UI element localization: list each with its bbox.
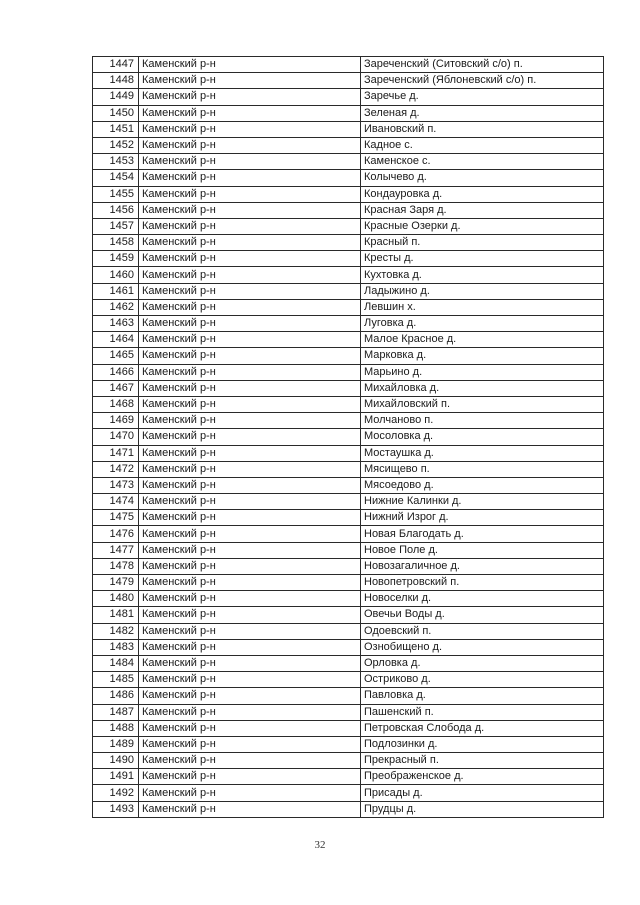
- row-number-cell: 1475: [93, 510, 139, 526]
- district-cell: Каменский р-н: [139, 235, 361, 251]
- locality-cell: Преображенское д.: [361, 769, 604, 785]
- row-number-cell: 1472: [93, 461, 139, 477]
- district-cell: Каменский р-н: [139, 704, 361, 720]
- table-row: [93, 137, 604, 153]
- locality-cell: Павловка д.: [361, 688, 604, 704]
- locality-cell: Малое Красное д.: [361, 332, 604, 348]
- row-number-cell: 1474: [93, 494, 139, 510]
- table-row: [93, 736, 604, 752]
- table-row: [93, 429, 604, 445]
- district-cell: Каменский р-н: [139, 526, 361, 542]
- table-row: [93, 704, 604, 720]
- locality-cell: Пашенский п.: [361, 704, 604, 720]
- locality-cell: Новопетровский п.: [361, 575, 604, 591]
- settlements-table: [92, 56, 604, 818]
- table-row: [93, 753, 604, 769]
- row-number-cell: 1481: [93, 607, 139, 623]
- district-cell: Каменский р-н: [139, 170, 361, 186]
- table-row: [93, 121, 604, 137]
- row-number-cell: 1473: [93, 477, 139, 493]
- row-number-cell: 1454: [93, 170, 139, 186]
- row-number-cell: 1451: [93, 121, 139, 137]
- district-cell: Каменский р-н: [139, 73, 361, 89]
- table-row: [93, 396, 604, 412]
- table-row: [93, 332, 604, 348]
- row-number-cell: 1448: [93, 73, 139, 89]
- row-number-cell: 1460: [93, 267, 139, 283]
- row-number-cell: 1455: [93, 186, 139, 202]
- district-cell: Каменский р-н: [139, 202, 361, 218]
- table-row: [93, 769, 604, 785]
- district-cell: Каменский р-н: [139, 607, 361, 623]
- row-number-cell: 1470: [93, 429, 139, 445]
- district-cell: Каменский р-н: [139, 89, 361, 105]
- district-cell: Каменский р-н: [139, 316, 361, 332]
- district-cell: Каменский р-н: [139, 445, 361, 461]
- row-number-cell: 1486: [93, 688, 139, 704]
- locality-cell: Михайловка д.: [361, 380, 604, 396]
- district-cell: Каменский р-н: [139, 283, 361, 299]
- locality-cell: Красная Заря д.: [361, 202, 604, 218]
- row-number-cell: 1479: [93, 575, 139, 591]
- locality-cell: Заречье д.: [361, 89, 604, 105]
- row-number-cell: 1450: [93, 105, 139, 121]
- table-row: [93, 251, 604, 267]
- row-number-cell: 1463: [93, 316, 139, 332]
- locality-cell: Мясоедово д.: [361, 477, 604, 493]
- row-number-cell: 1493: [93, 801, 139, 817]
- table-row: [93, 785, 604, 801]
- district-cell: Каменский р-н: [139, 494, 361, 510]
- row-number-cell: 1452: [93, 137, 139, 153]
- row-number-cell: 1477: [93, 542, 139, 558]
- row-number-cell: 1468: [93, 396, 139, 412]
- table-row: [93, 105, 604, 121]
- locality-cell: Одоевский п.: [361, 623, 604, 639]
- row-number-cell: 1492: [93, 785, 139, 801]
- table-row: [93, 316, 604, 332]
- district-cell: Каменский р-н: [139, 477, 361, 493]
- district-cell: Каменский р-н: [139, 299, 361, 315]
- row-number-cell: 1471: [93, 445, 139, 461]
- locality-cell: Зареченский (Яблоневский с/о) п.: [361, 73, 604, 89]
- row-number-cell: 1484: [93, 655, 139, 671]
- district-cell: Каменский р-н: [139, 785, 361, 801]
- locality-cell: Кухтовка д.: [361, 267, 604, 283]
- district-cell: Каменский р-н: [139, 251, 361, 267]
- locality-cell: Луговка д.: [361, 316, 604, 332]
- district-cell: Каменский р-н: [139, 121, 361, 137]
- table-row: [93, 348, 604, 364]
- settlements-table-body: [93, 57, 604, 818]
- district-cell: Каменский р-н: [139, 801, 361, 817]
- table-row: [93, 235, 604, 251]
- table-row: [93, 461, 604, 477]
- row-number-cell: 1458: [93, 235, 139, 251]
- row-number-cell: 1490: [93, 753, 139, 769]
- district-cell: Каменский р-н: [139, 753, 361, 769]
- locality-cell: Зеленая д.: [361, 105, 604, 121]
- locality-cell: Красные Озерки д.: [361, 218, 604, 234]
- district-cell: Каменский р-н: [139, 591, 361, 607]
- locality-cell: Прудцы д.: [361, 801, 604, 817]
- table-row: [93, 494, 604, 510]
- district-cell: Каменский р-н: [139, 218, 361, 234]
- table-row: [93, 558, 604, 574]
- row-number-cell: 1453: [93, 154, 139, 170]
- locality-cell: Левшин х.: [361, 299, 604, 315]
- row-number-cell: 1469: [93, 413, 139, 429]
- table-row: [93, 445, 604, 461]
- table-row: [93, 186, 604, 202]
- district-cell: Каменский р-н: [139, 154, 361, 170]
- district-cell: Каменский р-н: [139, 575, 361, 591]
- table-row: [93, 623, 604, 639]
- table-row: [93, 542, 604, 558]
- district-cell: Каменский р-н: [139, 769, 361, 785]
- table-row: [93, 170, 604, 186]
- district-cell: Каменский р-н: [139, 396, 361, 412]
- table-row: [93, 73, 604, 89]
- locality-cell: Подлозинки д.: [361, 736, 604, 752]
- locality-cell: Молчаново п.: [361, 413, 604, 429]
- district-cell: Каменский р-н: [139, 510, 361, 526]
- district-cell: Каменский р-н: [139, 558, 361, 574]
- table-row: [93, 526, 604, 542]
- locality-cell: Ознобищено д.: [361, 639, 604, 655]
- table-row: [93, 364, 604, 380]
- table-row: [93, 591, 604, 607]
- locality-cell: Зареченский (Ситовский с/о) п.: [361, 57, 604, 73]
- district-cell: Каменский р-н: [139, 348, 361, 364]
- table-row: [93, 89, 604, 105]
- locality-cell: Марковка д.: [361, 348, 604, 364]
- district-cell: Каменский р-н: [139, 672, 361, 688]
- row-number-cell: 1487: [93, 704, 139, 720]
- row-number-cell: 1483: [93, 639, 139, 655]
- row-number-cell: 1457: [93, 218, 139, 234]
- locality-cell: Красный п.: [361, 235, 604, 251]
- district-cell: Каменский р-н: [139, 105, 361, 121]
- locality-cell: Каменское с.: [361, 154, 604, 170]
- district-cell: Каменский р-н: [139, 639, 361, 655]
- district-cell: Каменский р-н: [139, 736, 361, 752]
- table-row: [93, 801, 604, 817]
- table-row: [93, 688, 604, 704]
- row-number-cell: 1464: [93, 332, 139, 348]
- district-cell: Каменский р-н: [139, 137, 361, 153]
- row-number-cell: 1489: [93, 736, 139, 752]
- row-number-cell: 1466: [93, 364, 139, 380]
- row-number-cell: 1485: [93, 672, 139, 688]
- locality-cell: Ладыжино д.: [361, 283, 604, 299]
- locality-cell: Ивановский п.: [361, 121, 604, 137]
- row-number-cell: 1465: [93, 348, 139, 364]
- locality-cell: Новозагаличное д.: [361, 558, 604, 574]
- table-row: [93, 607, 604, 623]
- row-number-cell: 1480: [93, 591, 139, 607]
- locality-cell: Новая Благодать д.: [361, 526, 604, 542]
- locality-cell: Кресты д.: [361, 251, 604, 267]
- table-row: [93, 575, 604, 591]
- district-cell: Каменский р-н: [139, 542, 361, 558]
- district-cell: Каменский р-н: [139, 57, 361, 73]
- row-number-cell: 1478: [93, 558, 139, 574]
- locality-cell: Нижние Калинки д.: [361, 494, 604, 510]
- table-row: [93, 672, 604, 688]
- locality-cell: Михайловский п.: [361, 396, 604, 412]
- locality-cell: Новое Поле д.: [361, 542, 604, 558]
- locality-cell: Прекрасный п.: [361, 753, 604, 769]
- district-cell: Каменский р-н: [139, 720, 361, 736]
- table-row: [93, 413, 604, 429]
- locality-cell: Кондауровка д.: [361, 186, 604, 202]
- district-cell: Каменский р-н: [139, 688, 361, 704]
- district-cell: Каменский р-н: [139, 380, 361, 396]
- table-row: [93, 202, 604, 218]
- row-number-cell: 1488: [93, 720, 139, 736]
- district-cell: Каменский р-н: [139, 461, 361, 477]
- locality-cell: Мясищево п.: [361, 461, 604, 477]
- row-number-cell: 1447: [93, 57, 139, 73]
- row-number-cell: 1462: [93, 299, 139, 315]
- row-number-cell: 1459: [93, 251, 139, 267]
- district-cell: Каменский р-н: [139, 332, 361, 348]
- district-cell: Каменский р-н: [139, 186, 361, 202]
- row-number-cell: 1476: [93, 526, 139, 542]
- row-number-cell: 1449: [93, 89, 139, 105]
- page-number: 32: [314, 839, 326, 851]
- locality-cell: Остриково д.: [361, 672, 604, 688]
- locality-cell: Петровская Слобода д.: [361, 720, 604, 736]
- table-row: [93, 267, 604, 283]
- table-row: [93, 57, 604, 73]
- locality-cell: Присады д.: [361, 785, 604, 801]
- district-cell: Каменский р-н: [139, 413, 361, 429]
- table-row: [93, 720, 604, 736]
- district-cell: Каменский р-н: [139, 623, 361, 639]
- locality-cell: Марьино д.: [361, 364, 604, 380]
- locality-cell: Колычево д.: [361, 170, 604, 186]
- locality-cell: Мосоловка д.: [361, 429, 604, 445]
- locality-cell: Мостаушка д.: [361, 445, 604, 461]
- table-row: [93, 639, 604, 655]
- table-row: [93, 283, 604, 299]
- locality-cell: Новоселки д.: [361, 591, 604, 607]
- table-row: [93, 380, 604, 396]
- table-row: [93, 510, 604, 526]
- row-number-cell: 1482: [93, 623, 139, 639]
- row-number-cell: 1467: [93, 380, 139, 396]
- table-row: [93, 655, 604, 671]
- row-number-cell: 1491: [93, 769, 139, 785]
- district-cell: Каменский р-н: [139, 364, 361, 380]
- district-cell: Каменский р-н: [139, 655, 361, 671]
- table-row: [93, 477, 604, 493]
- locality-cell: Кадное с.: [361, 137, 604, 153]
- table-row: [93, 299, 604, 315]
- locality-cell: Овечьи Воды д.: [361, 607, 604, 623]
- table-row: [93, 218, 604, 234]
- district-cell: Каменский р-н: [139, 429, 361, 445]
- row-number-cell: 1461: [93, 283, 139, 299]
- row-number-cell: 1456: [93, 202, 139, 218]
- locality-cell: Орловка д.: [361, 655, 604, 671]
- table-row: [93, 154, 604, 170]
- locality-cell: Нижний Изрог д.: [361, 510, 604, 526]
- district-cell: Каменский р-н: [139, 267, 361, 283]
